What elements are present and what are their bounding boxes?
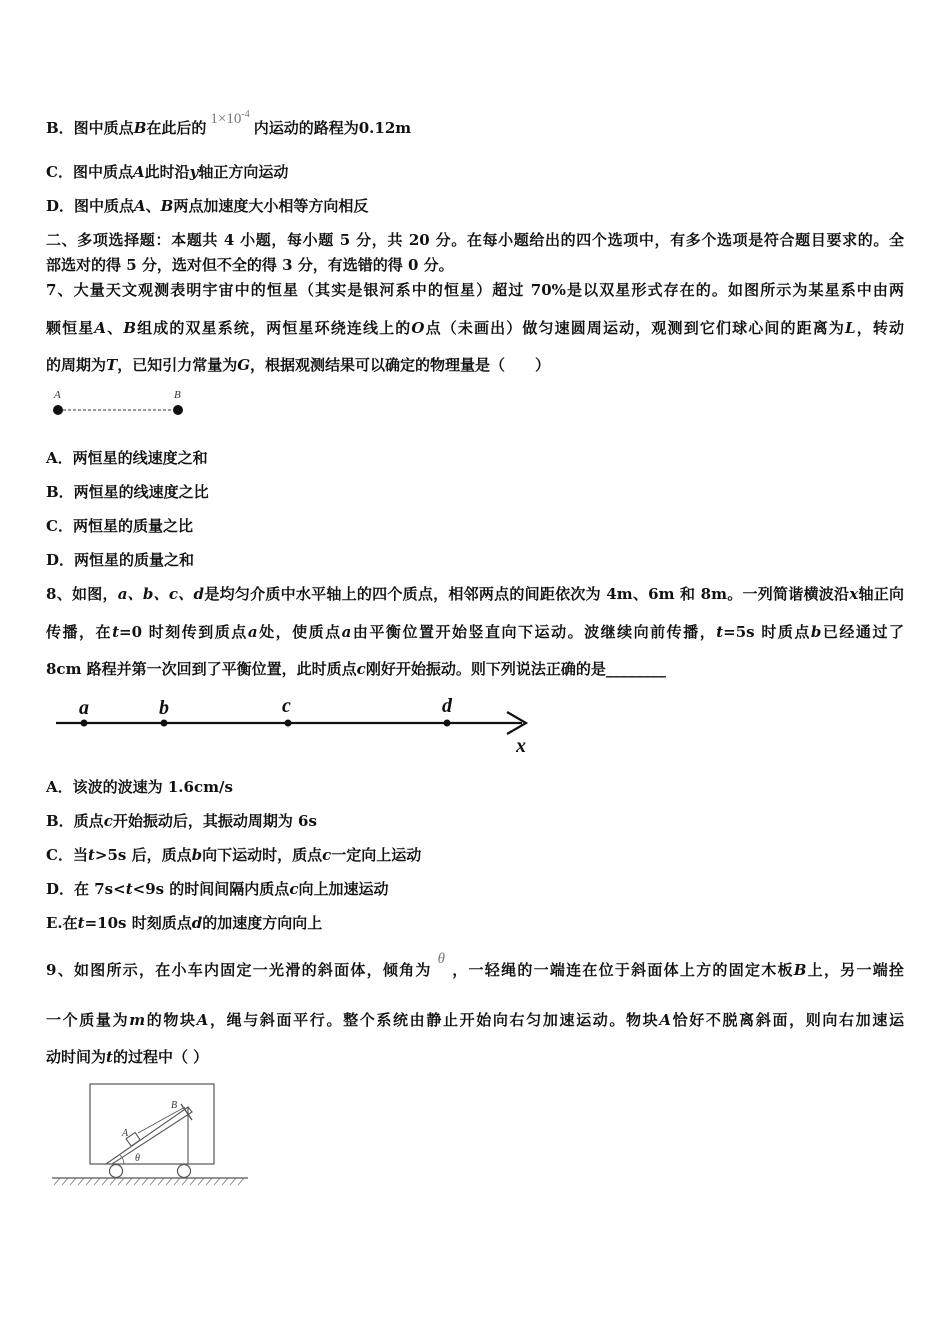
q7-option-a [46,448,208,468]
var-m: m [129,1011,146,1029]
binary-star-figure [46,384,196,424]
q9-text: 上，另一端拴 [806,961,904,979]
var-g: G [237,356,251,374]
label-x: x [516,735,526,756]
var-a: A [196,1011,209,1029]
var-d: d [191,914,203,932]
q6-option-c-prefix: C．图中质点 [46,163,133,181]
q8-text: <9s 的时间间隔内质点 [132,880,290,898]
var-o: O [411,319,425,337]
q7-option-a-text: A．两恒星的线速度之和 [46,449,208,467]
var-t: t [106,1048,113,1066]
q6-option-d [46,196,368,216]
q7-option-d [46,550,194,570]
label-d: d [442,695,452,717]
section2-line2-text: 部选对的得 5 分，选对但不全的得 3 分，有选错的得 0 分。 [46,256,454,274]
point-d [444,720,451,727]
var-b: B [123,319,136,337]
q8-text: 已经通过了 [821,623,904,641]
fig-label-b: B [171,1100,178,1111]
wheel-right [178,1165,191,1178]
q9-text: 恰好不脱离斜面，则向右加速运 [670,1011,904,1029]
var-a: A [132,163,145,181]
q8-text: 向下运动时，质点 [202,846,323,864]
q8-text: >5s 后，质点 [94,846,192,864]
q7-option-b [46,482,209,502]
point-a [81,720,88,727]
q8-text: 8、如图， [46,585,118,603]
q6-option-b-prefix: B．图中质点 [46,119,134,137]
sci-notation [210,111,249,127]
q8-text: 8cm 路程并第一次回到了平衡位置，此时质点 [46,660,357,678]
q8-line1 [46,584,904,604]
sci-base: 1×10 [210,111,242,127]
q8-option-e [46,913,322,933]
q9-text: ，绳与斜面平行。整个系统由静止开始向右匀加速运动。物块 [208,1011,660,1029]
var-b: B [160,197,174,215]
q6-option-c [46,162,288,182]
q8-text: 的加速度方向向上 [202,914,323,932]
q8-text: =5s 时质点 [723,623,811,641]
q9-text: 的过程中（ ） [112,1048,209,1066]
incline-surface [106,1107,192,1164]
fig-label-a: A [122,1128,129,1139]
var-t: t [77,914,85,932]
var-b: B [133,119,147,137]
fig-label-a: A [54,389,61,401]
q7-text: 、 [106,319,124,337]
q9-text: 的物块 [145,1011,197,1029]
q9-line2 [46,1010,904,1030]
cart-incline-figure [46,1080,256,1190]
var-b: b [191,846,203,864]
point-c [285,720,292,727]
q6-option-b-post: 内运动的路程为 [253,119,359,137]
q8-line2 [46,622,904,642]
q8-line3 [46,659,666,679]
var-x: x [849,585,859,603]
q8-option-c [46,845,421,865]
fig-theta: θ [135,1153,140,1164]
fig-label-b: B [174,389,181,401]
q8-option-a-text: A．该波的波速为 1.6cm/s [46,778,233,796]
var-c: c [356,660,366,678]
q7-line1-text: 7、大量天文观测表明宇宙中的恒星（其实是银河系中的恒星）超过 70%是以双星形式存在的。如图所示为某星系中由两 [46,281,904,299]
q8-option-a [46,777,233,797]
cart-body [90,1084,214,1164]
rope [138,1107,185,1133]
label-b: b [159,697,169,719]
block-a [126,1132,140,1146]
q6-option-c-mid: 此时沿 [144,163,190,181]
q7-text: 组成的双星系统，两恒星环绕连线上的 [136,319,412,337]
var-b: B [793,961,807,979]
var-y: y [189,163,199,181]
section2-line1 [46,230,904,250]
q6-option-d-prefix: D．图中质点 [46,197,135,215]
var-t: t [125,880,133,898]
q6-option-b-value: 0.12m [358,119,412,137]
q7-text: ，已知引力常量为 [117,356,238,374]
var-t: t [112,623,119,641]
q7-text: 的周期为 [46,356,107,374]
q9-text: 一个质量为 [46,1011,130,1029]
q9-text: 9、如图所示，在小车内固定一光滑的斜面体，倾角为 [46,961,432,979]
q9-text: ，一轻绳的一端连在位于斜面体上方的固定木板 [451,961,794,979]
label-a: a [79,697,89,719]
q8-text: 是均匀介质中水平轴上的四个质点，相邻两点的间距依次为 4m、6m 和 8m。一列简谐横波沿 [204,585,850,603]
section2-line2 [46,255,454,275]
q8-text: 传播，在 [46,623,113,641]
q8-text: C．当 [46,846,88,864]
q7-option-b-text: B．两恒星的线速度之比 [46,483,209,501]
q6-option-c-post: 轴正方向运动 [198,163,289,181]
sci-exp: -4 [241,109,250,120]
section2-line1-text: 二、多项选择题：本题共 4 小题，每小题 5 分，共 20 分。在每小题给出的四个选项中，有多个选项是符合题目要求的。全 [46,231,904,249]
q7-line1 [46,280,904,300]
var-a: A [94,319,107,337]
separator: 、 [145,197,161,215]
q8-text: 轴正向 [858,585,904,603]
var-b: b [810,623,822,641]
star-b [173,405,183,415]
q8-text: =0 时刻传到质点 [119,623,248,641]
label-c: c [282,695,291,717]
ground-hatch [54,1178,244,1185]
wave-axis-figure [52,690,542,756]
var-a: A [134,197,146,215]
var-a: a [341,623,352,641]
q8-text: 处，使质点 [257,623,342,641]
q7-line3 [46,355,550,375]
q8-text: =10s 时刻质点 [84,914,192,932]
var-t: T [106,356,118,374]
q7-text: ，根据观测结果可以确定的物理量是（ ） [250,356,551,374]
q6-option-d-post: 两点加速度大小相等方向相反 [173,197,369,215]
q9-text: 动时间为 [46,1048,107,1066]
var-a: A [659,1011,671,1029]
wheel-left [110,1165,123,1178]
q8-text: 开始振动后，其振动周期为 6s [112,812,317,830]
q6-option-b [46,109,412,139]
q8-option-b [46,811,317,831]
q8-text: 一定向上运动 [331,846,422,864]
var-t: t [87,846,95,864]
var-c: c [289,880,299,898]
q9-line1 [46,951,904,981]
var-t: t [716,623,724,641]
q8-text: D．在 7s< [46,880,126,898]
q8-text: B．质点 [46,812,104,830]
q7-option-d-text: D．两恒星的质量之和 [46,551,195,569]
q7-text: 点（未画出）做匀速圆周运动，观测到它们球心间的距离为 [424,319,846,337]
q8-text: E.在 [46,914,78,932]
var-l: L [845,319,856,337]
var-a: a [247,623,258,641]
q8-text: 刚好开始振动。则下列说法正确的是________ [365,660,666,678]
var-c: c [322,846,332,864]
var-c: c [103,812,113,830]
q7-line2 [46,318,904,338]
q7-text: 颗恒星 [46,319,95,337]
point-b [161,720,168,727]
q6-option-b-mid: 在此后的 [146,119,207,137]
star-a [53,405,63,415]
q7-text: ，转动 [855,319,904,337]
q9-line3 [46,1047,208,1067]
var-abcd: a、b、c、d [117,585,205,603]
q7-option-c [46,516,193,536]
q8-text: 由平衡位置开始竖直向下运动。波继续向前传播， [351,623,717,641]
q7-option-c-text: C．两恒星的质量之比 [46,517,193,535]
q8-text: 向上加速运动 [298,880,389,898]
theta-symbol: θ [437,951,446,967]
q8-option-d [46,879,388,899]
